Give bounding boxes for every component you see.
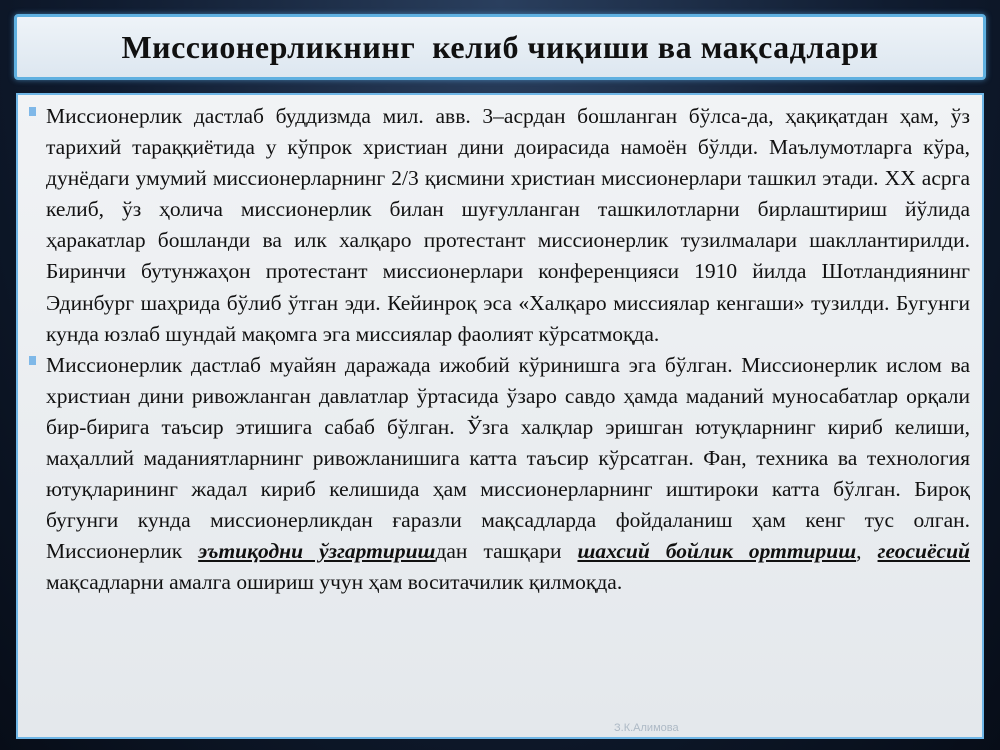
bullet-icon — [29, 107, 36, 116]
emphasis-personal-wealth: шахсий бойлик орттириш — [577, 539, 857, 564]
slide-title: Миссионерликнинг келиб чиқиши ва мақсадлари — [121, 28, 879, 65]
paragraph-2-text-c: , — [856, 539, 878, 564]
paragraph-2-text-b: дан ташқари — [435, 539, 578, 564]
bullet-icon — [29, 356, 36, 365]
slide-title-bar — [14, 14, 986, 80]
author-credit: З.К.Алимова — [614, 722, 679, 734]
paragraph-1-text: Миссионерлик дастлаб буддизмда мил. авв. 3–асрдан бошланган бўлса-да, ҳақиқатдан ҳам, ўз тарихий тараққиётида у кўпрок христиан дини доирасида намоён бўлди. Маълумотларга кўра, дунёдаги умумий миссионерларнинг 2/3 қисмини христиан миссионерлари ташкил этади. XX асрга келиб, ўз ҳолича миссионерлик билан шуғулланган ташкилотларни бирлаштириш йўлида ҳаракатлар бошланди ва илк халқаро протестант миссионерлик тузилмалари шакллантирилди. Биринчи бутунжаҳон протестант миссионерлари конференцияси 1910 йилда Шотландиянинг Эдинбург шаҳрида бўлиб ўтган эди. Кейинроқ эса «Халқаро миссиялар кенгаши» тузилди. Бугунги кунда юзлаб шундай мақомга эга миссиялар фаолият кўрсатмоқда. — [46, 104, 970, 346]
paragraph-2 — [46, 350, 970, 599]
paragraph-2-text-d: мақсадларни амалга ошириш учун ҳам воситачилик қилмоқда. — [46, 570, 623, 595]
slide-content — [16, 93, 984, 739]
paragraph-1 — [46, 101, 970, 350]
emphasis-faith-change: эътиқодни ўзгартириш — [198, 539, 436, 564]
paragraph-2-text-a: Миссионерлик дастлаб муайян даражада ижобий кўринишга эга бўлган. Миссионерлик ислом ва христиан дини ривожланган давлатлар ўртасида ўзаро савдо ҳамда маданий муносабатлар орқали бир-бирига таъсир этишига сабаб бўлган. Ўзга халқлар эришган ютуқларнинг кириб келиши, маҳаллий маданиятларнинг ривожланишига катта таъсир кўрсатган. Фан, техника ва технология ютуқларининг жадал кириб келишида ҳам миссионерларнинг иштироки катта бўлган. Бироқ бугунги кунда миссионерликдан ғаразли мақсадларда фойдаланиш ҳам кенг тус олган. Миссионерлик — [46, 352, 970, 564]
emphasis-geopolitical: геосиёсий — [877, 539, 970, 564]
